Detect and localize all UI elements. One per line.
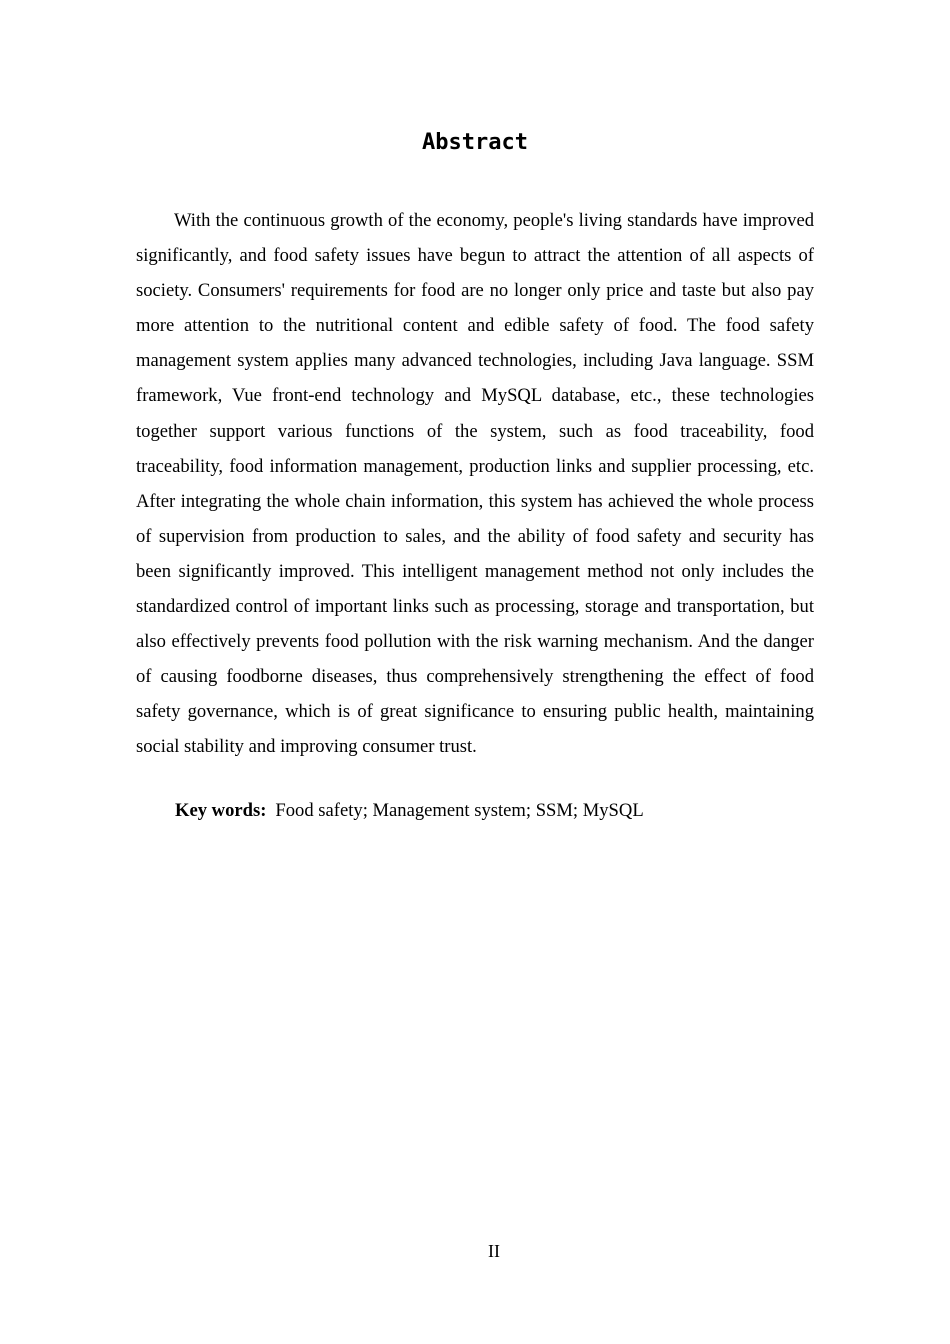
abstract-paragraph: With the continuous growth of the economy, people's living standards have improved significantly, and food safety issues have begun to attract the attention of all aspects of society. Consumers' requirements for food are no longer only price and taste but also pay more attention to the nutritional content and edible safety of food. The food safety management system applies many advanced technologies, including Java language. SSM framework, Vue front-end technology and MySQL database, etc., these technologies together support various functions of the system, such as food traceability, food traceability, food information management, production links and supplier processing, etc. After integrating the whole chain information, this system has achieved the whole process of supervision from production to sales, and the ability of food safety and security has been significantly improved. This intelligent management method not only includes the standardized control of important links such as processing, storage and transportation, but also effectively prevents food pollution with the risk warning mechanism. And the danger of causing foodborne diseases, thus comprehensively strengthening the effect of food safety governance, which is of great significance to ensuring public health, maintaining social stability and improving consumer trust.: [136, 210, 814, 758]
keywords-label: Key words:: [175, 800, 267, 821]
abstract-title: Abstract: [422, 130, 528, 155]
page-number: II: [488, 1241, 500, 1261]
keywords-line: [175, 796, 815, 826]
keywords-list: Food safety; Management system; SSM; MySQL: [275, 800, 644, 821]
